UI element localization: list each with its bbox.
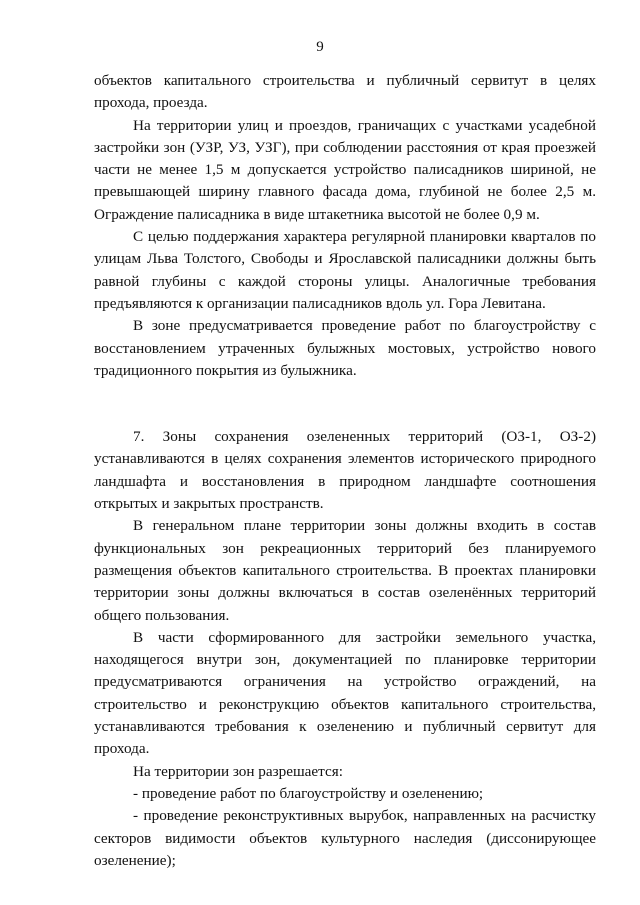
list-item: - проведение работ по благоустройству и озеленению; [133, 784, 484, 802]
list-item: - проведение реконструктивных вырубок, направленных на расчистку секторов видимости объектов культурного наследия (диссонирующее озеленение); [94, 807, 596, 869]
document-body [94, 70, 596, 872]
paragraph: На территории зон разрешается: [133, 762, 343, 780]
paragraph: В части сформированного для застройки земельного участка, находящегося внутри зон, документацией по планировке территории предусматриваются ограничения на устройство ограждений, на строительство и реконструкцию объектов капитального строительства, устанавливаются требования к озеленению и публичный сервитут для прохода. [94, 628, 596, 758]
section-7-heading-paragraph: 7. Зоны сохранения озелененных территорий (ОЗ-1, ОЗ-2) устанавливаются в целях сохранения элементов исторического природного ландшафта и восстановления в природном ландшафте соотношения открытых и закрытых пространств. [94, 428, 596, 513]
paragraph: объектов капитального строительства и публичный сервитут в целях прохода, проезда. [94, 72, 596, 112]
page-number: 9 [316, 39, 324, 55]
paragraph: В зоне предусматривается проведение работ по благоустройству с восстановлением утраченных булыжных мостовых, устройство нового традиционного покрытия из булыжника. [94, 317, 596, 379]
section-gap [94, 382, 596, 426]
paragraph: На территории улиц и проездов, граничащих с участками усадебной застройки зон (УЗР, УЗ, УЗГ), при соблюдении расстояния от края проезжей части не менее 1,5 м допускается устройство палисадников шириной, не превышающей ширину главного фасада дома, глубиной не более 2,5 м. Ограждение палисадника в виде штакетника высотой не более 0,9 м. [94, 116, 596, 223]
paragraph: В генеральном плане территории зоны должны входить в состав функциональных зон рекреационных территорий без планируемого размещения объектов капитального строительства. В проектах планировки территории зоны должны включаться в состав озеленённых территорий общего пользования. [94, 517, 596, 624]
paragraph: С целью поддержания характера регулярной планировки кварталов по улицам Льва Толстого, Свободы и Ярославской палисадники должны быть равной глубины с каждой стороны улицы. Аналогичные требования предъявляются к организации палисадников вдоль ул. Гора Левитана. [94, 228, 596, 312]
